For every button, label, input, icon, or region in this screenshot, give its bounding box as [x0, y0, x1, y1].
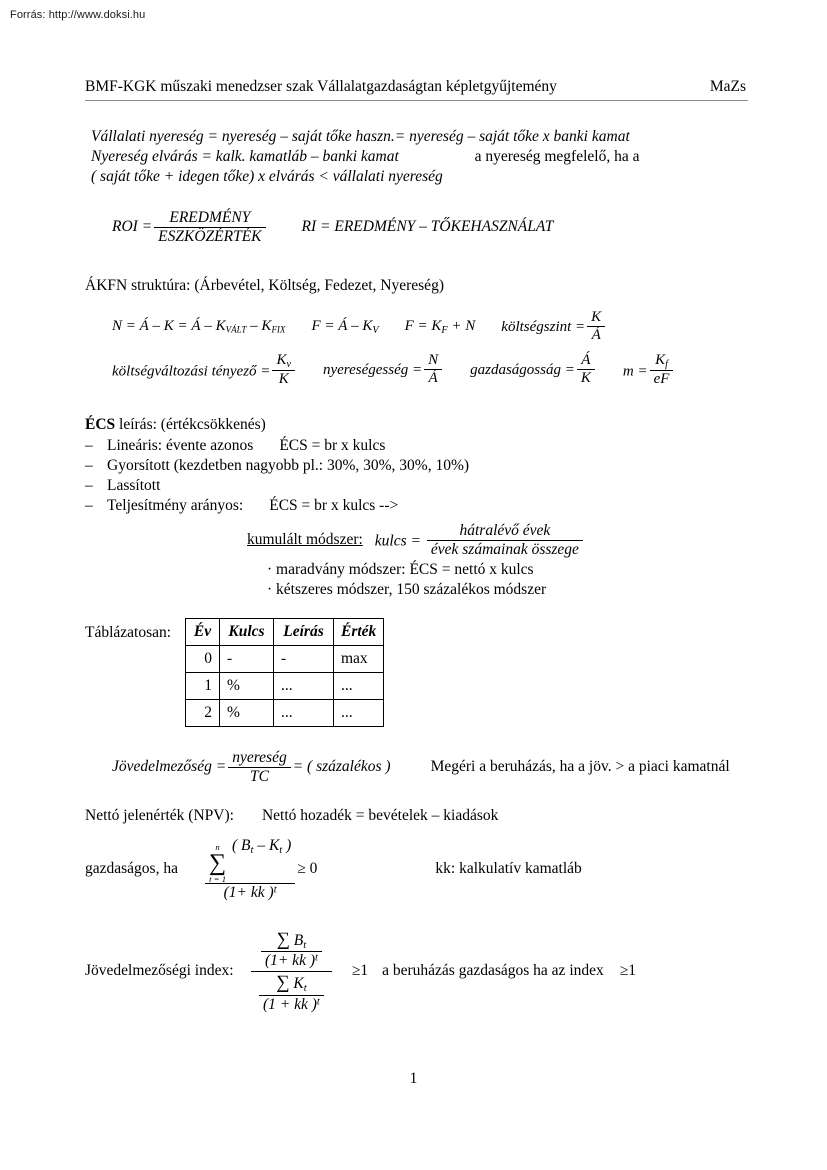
jovedelmezoseg-formula: Jövedelmezőség = $\frac{\text{nyereség}}{TC}$ = ( százalékos ) [112, 749, 391, 785]
akfn-heading: ÁKFN struktúra: (Árbevétel, Költség, Fedezet, Nyereség) [85, 277, 444, 295]
npv-formula-row [85, 837, 748, 902]
table-cell: 2 [186, 700, 220, 727]
akfn-f5: költségváltozási tényező = $\frac{K_v}{K}$ [112, 352, 297, 388]
table-cell: ... [274, 700, 334, 727]
table-column-header: Év [186, 619, 220, 646]
table-cell: % [220, 700, 274, 727]
akfn-f1: N = Á – K = Á – KVÁLT – KFIX [112, 317, 286, 335]
intro-formula-block [91, 127, 748, 187]
ecs-submethods [267, 560, 748, 600]
document-header [85, 78, 748, 101]
jov-tail: = ( százalékos ) [292, 758, 391, 776]
roi-lhs: ROI = [112, 218, 153, 236]
index-note: a beruházás gazdaságos ha az index [382, 962, 604, 980]
index-bottom-fraction [251, 971, 332, 1013]
m-fraction: $\frac{K_f}{eF}$ [650, 352, 674, 388]
akfn-f4: költségszint = $\frac{K}{Á}$ [501, 309, 607, 344]
npv-denominator: (1+ kk )$^t$ [205, 883, 295, 901]
index-bottom-denominator: (1 + kk )$^t$ [259, 995, 324, 1013]
header-author: MaZs [709, 78, 746, 95]
table-header-row [186, 619, 384, 646]
koltsegvaltozas-fraction: $\frac{K_v}{K}$ [272, 352, 295, 388]
npv-condition: ≥ 0 [297, 860, 318, 878]
index-formula-row [85, 930, 748, 1013]
list-item-text: Lineáris: évente azonos [107, 436, 254, 454]
list-item [85, 436, 748, 456]
table-column-header: Leírás [274, 619, 334, 646]
list-item [85, 476, 748, 496]
kulcs-formula: kulcs = $\frac{\text{hátralévő évek}}{\text{évek számainak összege}}$ [375, 522, 585, 558]
npv-heading-row [85, 807, 748, 825]
npv-note: kk: kalkulatív kamatláb [435, 860, 582, 878]
akfn-f2: F = Á – $K_V$ [311, 317, 379, 336]
table-row [186, 646, 384, 673]
table-column-header: Kulcs [220, 619, 274, 646]
sigma-lower-limit: t = 1 [209, 873, 227, 884]
intro-line-3: ( saját tőke + idegen tőke) x elvárás < vállalati nyereség [91, 168, 443, 186]
jovedelmezoseg-row [112, 749, 748, 785]
sigma-glyph: ∑ [209, 849, 227, 876]
table-cell: - [274, 646, 334, 673]
submethod-ketszeres: · kétszeres módszer, 150 százalékos módszer [267, 581, 547, 599]
list-item-text: Gyorsított (kezdetben nagyobb pl.: 30%, 30%, 30%, 10%) [107, 456, 470, 474]
page-number: 1 [409, 1070, 418, 1087]
akfn-formula-row-1 [112, 309, 748, 344]
roi-formula-row [112, 209, 748, 245]
index-condition-1: ≥1 [351, 962, 369, 980]
table-cell: max [334, 646, 384, 673]
ecs-heading-rest: leírás: (értékcsökkenés) [115, 415, 266, 433]
npv-numerator-expr: ( $B_t - K_t$ ) [232, 837, 292, 857]
kumulalt-label: kumulált módszer: [247, 531, 363, 549]
roi-fraction [154, 209, 265, 245]
index-top-numerator: ∑ $B_t$ [276, 928, 307, 951]
table-row [186, 700, 384, 727]
kulcs-denominator: évek számainak összege [427, 540, 583, 558]
list-item-text: Lassított [107, 477, 161, 495]
npv-lead: gazdaságos, ha [85, 860, 178, 878]
index-top-inner [261, 930, 322, 970]
npv-heading-2: Nettó hozadék = bevételek – kiadások [261, 807, 499, 825]
akfn-formula-row-2 [112, 352, 748, 388]
akfn-f6: nyereségesség = $\frac{N}{Á}$ [323, 352, 444, 387]
list-item-text: Teljesítmény arányos: [107, 497, 244, 515]
akfn-f7: gazdaságosság = $\frac{Á}{K}$ [470, 352, 597, 387]
table-cell: ... [334, 700, 384, 727]
summation-symbol [209, 843, 226, 883]
table-row [186, 673, 384, 700]
index-outer-fraction [251, 930, 332, 1013]
list-item-extra: ÉCS = br x kulcs [279, 436, 386, 454]
ecs-heading [85, 416, 748, 434]
intro-line-2-formula: Nyereség elvárás = kalk. kamatláb – banki kamat [91, 148, 399, 166]
header-title: BMF-KGK műszaki menedzser szak Vállalatgazdaságtan képletgyűjtemény [85, 78, 557, 95]
list-item [85, 496, 748, 516]
ecs-method-list [85, 436, 748, 517]
index-bottom-numerator: ∑ $K_t$ [276, 971, 307, 994]
source-watermark: Forrás: http://www.doksi.hu [10, 9, 146, 21]
index-label: Jövedelmezőségi index: [85, 962, 234, 980]
kulcs-numerator: hátralévő évek [459, 522, 551, 540]
akfn-f3: $F = K_F + N$ [404, 317, 476, 336]
ecs-heading-abbr: ÉCS [85, 415, 116, 433]
table-cell: 1 [186, 673, 220, 700]
jov-numerator: nyereség [232, 749, 287, 767]
index-condition-2: ≥1 [619, 962, 637, 980]
ri-formula: RI = EREDMÉNY – TŐKEHASZNÁLAT [301, 218, 554, 236]
table-cell: - [220, 646, 274, 673]
npv-heading: Nettó jelenérték (NPV): [85, 807, 234, 825]
gazdasagossag-fraction: $\frac{Á}{K}$ [577, 352, 595, 387]
table-cell: ... [334, 673, 384, 700]
table-column-header: Érték [334, 619, 384, 646]
kulcs-fraction [427, 522, 583, 558]
npv-numerator [205, 837, 295, 883]
npv-fraction [205, 837, 295, 902]
list-dash: – [85, 497, 93, 515]
list-item [85, 456, 748, 476]
table-cell: ... [274, 673, 334, 700]
table-cell: % [220, 673, 274, 700]
index-top-denominator: (1+ kk )$^t$ [261, 951, 322, 969]
list-dash: – [85, 456, 93, 474]
jov-denominator: TC [228, 767, 291, 785]
roi-numerator: EREDMÉNY [169, 209, 251, 227]
kumulalt-modszer-row [247, 522, 748, 558]
ecs-table [185, 618, 384, 727]
index-bottom-inner [259, 973, 324, 1013]
list-dash: – [85, 436, 93, 454]
submethod-maradvany: · maradvány módszer: ÉCS = nettó x kulcs [267, 561, 534, 579]
sigma-upper-limit: n [215, 842, 220, 853]
table-cell: 0 [186, 646, 220, 673]
jovedelmezoseg-note: Megéri a beruházás, ha a jöv. > a piaci kamatnál [430, 758, 730, 776]
list-item-extra: ÉCS = br x kulcs --> [269, 497, 399, 515]
roi-denominator: ESZKÖZÉRTÉK [154, 227, 265, 245]
table-label: Táblázatosan: [85, 624, 172, 642]
intro-line-2-note: a nyereség megfelelő, ha a [474, 148, 640, 166]
list-dash: – [85, 477, 93, 495]
document-page [85, 78, 748, 1013]
intro-line-2 [91, 147, 748, 167]
intro-line-1: Vállalati nyereség = nyereség – saját tőke haszn.= nyereség – saját tőke x banki kamat [91, 128, 630, 145]
nyeresegesseg-fraction: $\frac{N}{Á}$ [424, 352, 442, 387]
index-top-fraction [251, 930, 332, 971]
akfn-f8: m = $\frac{K_f}{eF}$ [623, 352, 676, 388]
table-section [85, 618, 748, 727]
koltsegszint-fraction: $\frac{K}{Á}$ [587, 309, 605, 344]
jovedelmezoseg-fraction [228, 749, 291, 785]
